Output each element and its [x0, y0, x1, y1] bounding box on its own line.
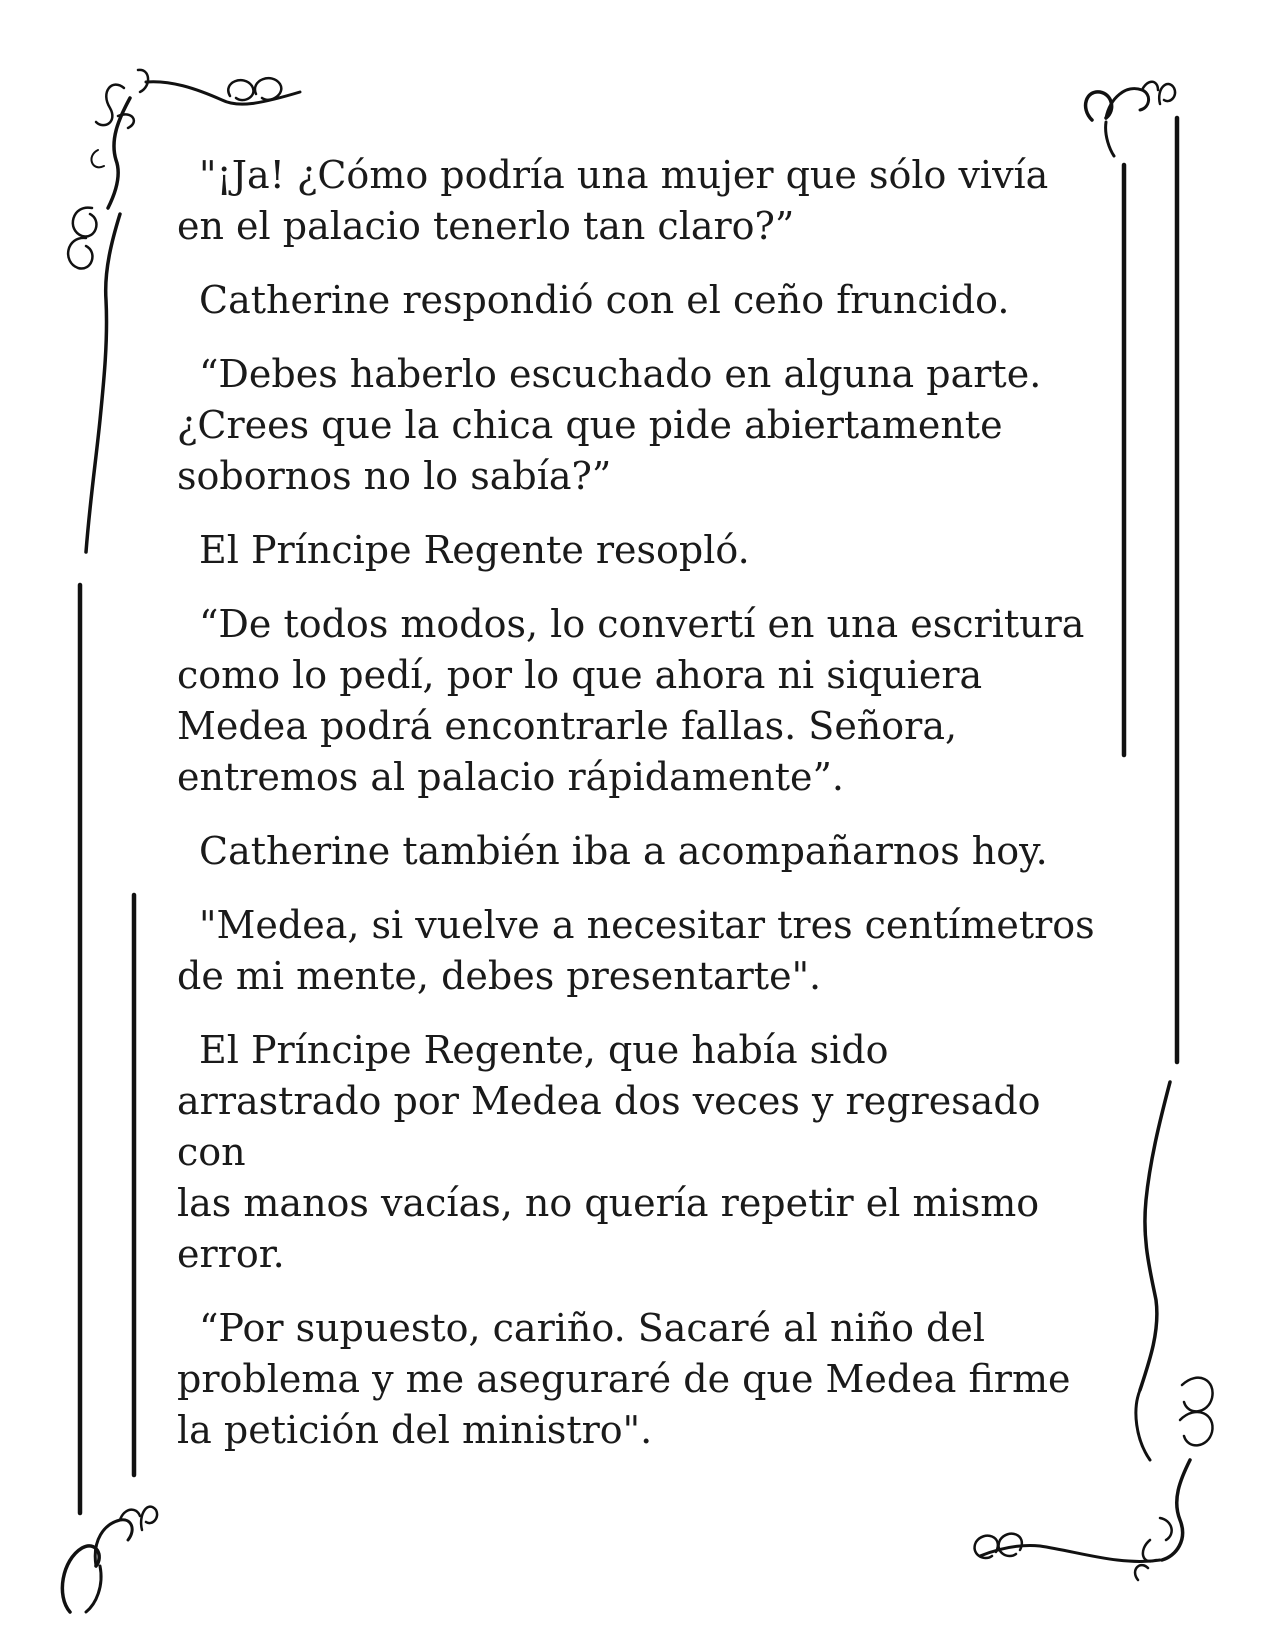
- text-line: El Príncipe Regente, que había sido: [199, 1028, 889, 1072]
- paragraph: [177, 349, 1097, 502]
- text-line: “Debes haberlo escuchado en alguna parte.: [199, 352, 1042, 396]
- document-body: [177, 150, 1097, 1479]
- text-line: las manos vacías, no quería repetir el mismo: [177, 1181, 1040, 1225]
- text-line: arrastrado por Medea dos veces y regresado con: [177, 1079, 1041, 1174]
- text-line: en el palacio tenerlo tan claro?”: [177, 204, 795, 248]
- text-line: ¿Crees que la chica que pide abiertamente: [177, 403, 1003, 447]
- text-line: como lo pedí, por lo que ahora ni siquiera: [177, 653, 983, 697]
- text-line: “Por supuesto, cariño. Sacaré al niño del: [199, 1306, 986, 1350]
- bottom-left-flourish: [62, 1507, 157, 1612]
- paragraph: [177, 599, 1097, 803]
- paragraph: [177, 525, 1097, 576]
- text-line: error.: [177, 1232, 285, 1276]
- text-line: la petición del ministro".: [177, 1408, 653, 1452]
- text-line: problema y me aseguraré de que Medea firme: [177, 1357, 1071, 1401]
- text-line: Catherine también iba a acompañarnos hoy.: [199, 829, 1048, 873]
- paragraph: [177, 1303, 1097, 1456]
- text-line: entremos al palacio rápidamente”.: [177, 755, 844, 799]
- top-right-flourish: [1086, 82, 1176, 156]
- text-line: El Príncipe Regente resopló.: [199, 528, 750, 572]
- paragraph: [177, 150, 1097, 252]
- text-line: “De todos modos, lo convertí en una escritura: [199, 602, 1085, 646]
- text-line: "¡Ja! ¿Cómo podría una mujer que sólo vivía: [199, 153, 1049, 197]
- paragraph: [177, 826, 1097, 877]
- text-line: de mi mente, debes presentarte".: [177, 954, 822, 998]
- paragraph: [177, 275, 1097, 326]
- paragraph: [177, 900, 1097, 1002]
- text-line: Medea podrá encontrarle fallas. Señora,: [177, 704, 958, 748]
- text-line: sobornos no lo sabía?”: [177, 454, 612, 498]
- paragraph: [177, 1025, 1097, 1280]
- text-line: Catherine respondió con el ceño fruncido.: [199, 278, 1010, 322]
- text-line: "Medea, si vuelve a necesitar tres centímetros: [199, 903, 1095, 947]
